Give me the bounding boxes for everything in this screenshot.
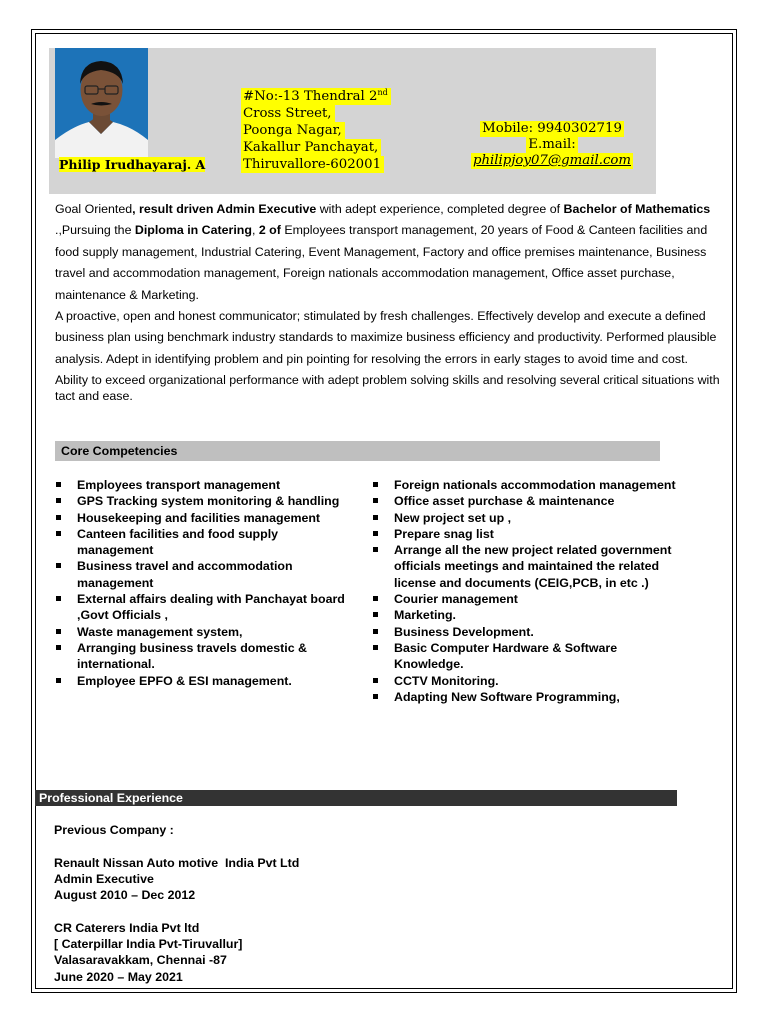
competency-item: Arranging business travels domestic & international. <box>55 640 355 673</box>
competency-item: Arrange all the new project related government officials meetings and maintained the related license and documents (CEIG,PCB, in etc .) <box>372 542 682 591</box>
summary-run: 2 of <box>258 223 281 238</box>
address-line-2: Cross Street, <box>241 105 335 122</box>
contact-block <box>462 121 642 169</box>
core-competencies-heading: Core Competencies <box>55 441 660 461</box>
competency-item: Office asset purchase & maintenance <box>372 493 682 509</box>
person-portrait-icon <box>55 48 148 158</box>
company-1-period: August 2010 – Dec 2012 <box>54 888 196 903</box>
competency-item: Adapting New Software Programming, <box>372 689 682 705</box>
company-2-client: [ Caterpillar India Pvt-Tiruvallur] <box>54 937 243 952</box>
summary-run: Bachelor of Mathematics <box>563 202 711 216</box>
competency-item: GPS Tracking system monitoring & handling <box>55 493 355 509</box>
email-label: E.mail: <box>528 137 576 152</box>
header-band-edge <box>653 48 656 194</box>
address-line-1: #No:-13 Thendral 2nd <box>241 88 391 105</box>
summary-run: Admin Executive <box>216 202 317 216</box>
professional-summary <box>55 199 720 404</box>
summary-run: , result driven <box>132 202 217 216</box>
summary-run: , <box>251 223 259 238</box>
summary-run: Diploma in Catering <box>134 223 252 238</box>
competency-item: Business travel and accommodation management <box>55 558 355 591</box>
competency-item: Employees transport management <box>55 477 355 493</box>
competency-item: Basic Computer Hardware & Software Knowledge. <box>372 640 682 673</box>
summary-run: Employees transport management, 20 years of Food & Canteen facilities and food supply management, Industrial Catering, Event Management, Factory and office premises maintenance, Business travel and accommodation management, Foreign nationals accommodation management, Office asset purchase, maintenance & Marketing. <box>55 223 708 302</box>
company-2-location: Valasaravakkam, Chennai -87 <box>54 953 227 968</box>
competency-item: Business Development. <box>372 624 682 640</box>
company-2-period: June 2020 – May 2021 <box>54 969 183 984</box>
competency-item: Canteen facilities and food supply management <box>55 526 355 559</box>
experience-section <box>54 822 299 985</box>
summary-paragraph-1 <box>55 199 720 306</box>
competency-item: External affairs dealing with Panchayat board ,Govt Officials , <box>55 591 355 624</box>
email-link[interactable]: philipjoy07@gmail.com <box>472 153 632 168</box>
competency-item: CCTV Monitoring. <box>372 673 682 689</box>
mobile-number: Mobile: 9940302719 <box>482 121 622 136</box>
competencies-right-list <box>372 477 682 705</box>
postal-address <box>241 88 391 173</box>
address-line-5: Thiruvallore-602001 <box>241 156 384 173</box>
competency-item: Housekeeping and facilities management <box>55 510 355 526</box>
summary-run: Goal Oriented <box>55 202 133 216</box>
competency-item: Waste management system, <box>55 624 355 640</box>
summary-paragraph-3: Ability to exceed organizational performance with adept problem solving skills and resolving several critical situations with tact and ease. <box>55 373 720 404</box>
summary-paragraph-2: A proactive, open and honest communicator; stimulated by fresh challenges. Effectively develop and execute a defined business plan using benchmark industry standards to maximize business efficiency and productivity. Performed plausible analysis. Adept in identifying problem and pin pointing for resolving the errors in early stages to avoid time and cost. <box>55 309 717 366</box>
company-2-name: CR Caterers India Pvt ltd <box>54 920 200 935</box>
candidate-name: Philip Irudhayaraj. A <box>59 157 206 172</box>
competency-item: Foreign nationals accommodation management <box>372 477 682 493</box>
competencies-left-list <box>55 477 355 689</box>
summary-run: with adept experience, completed degree of <box>316 202 564 216</box>
competency-item: Prepare snag list <box>372 526 682 542</box>
competency-item: Marketing. <box>372 607 682 623</box>
address-line-4: Kakallur Panchayat, <box>241 139 381 156</box>
address-line-3: Poonga Nagar, <box>241 122 345 139</box>
company-1-name: Renault Nissan Auto motive India Pvt Ltd <box>54 855 300 870</box>
competency-item: Employee EPFO & ESI management. <box>55 673 355 689</box>
professional-experience-heading: Professional Experience <box>35 790 677 806</box>
previous-company-label: Previous Company : <box>54 823 174 837</box>
company-1-role: Admin Executive <box>54 871 154 886</box>
competency-item: Courier management <box>372 591 682 607</box>
competency-item: New project set up , <box>372 510 682 526</box>
profile-photo <box>55 48 148 158</box>
summary-run: .,Pursuing the <box>55 223 135 238</box>
